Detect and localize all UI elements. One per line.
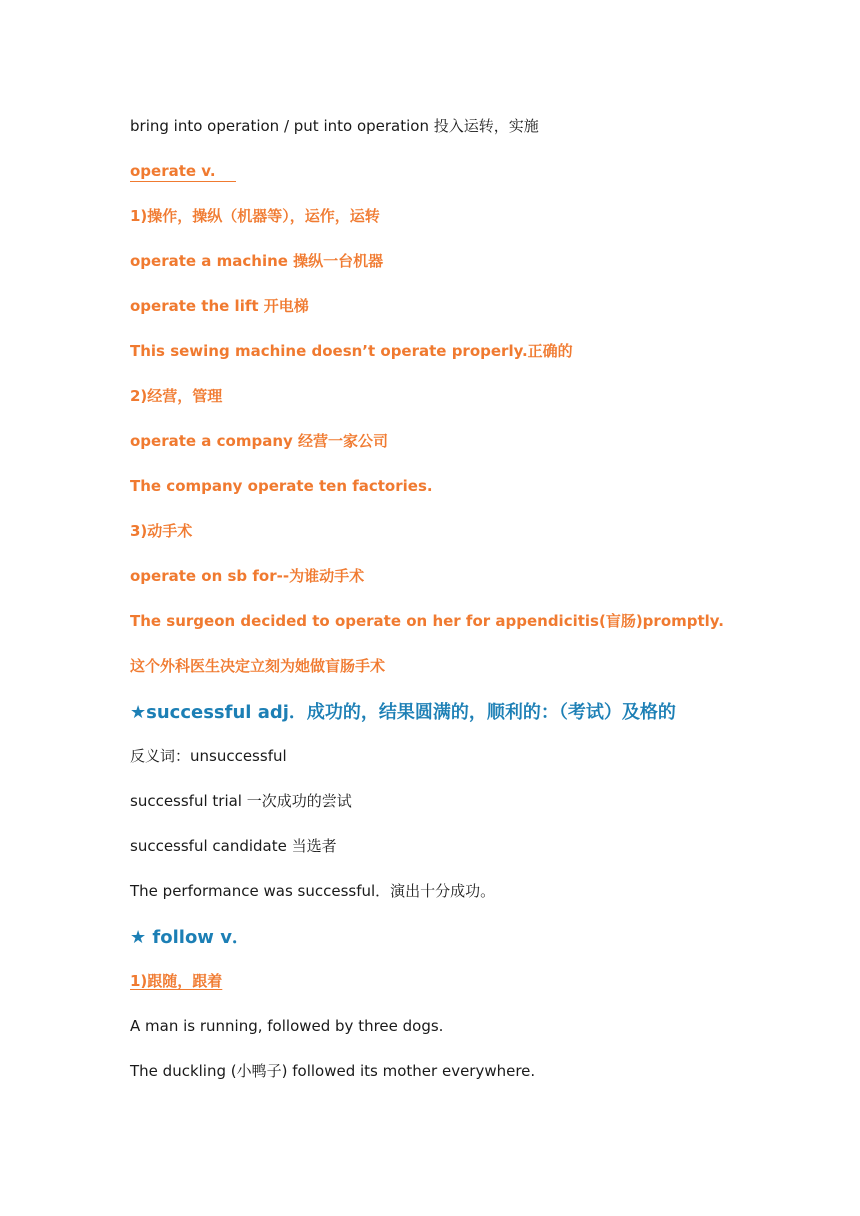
operate-example-company: operate a company 经营一家公司 [130, 432, 389, 450]
follow-example-duckling: The duckling (小鸭子) followed its mother everywhere. [130, 1062, 536, 1080]
entry-operate-word: operate v. [130, 162, 236, 182]
successful-example-candidate: successful candidate 当选者 [130, 837, 337, 855]
phrase-bring-into-operation: bring into operation / put into operation 投入运转，实施 [130, 117, 539, 135]
operate-example-surgeon: The surgeon decided to operate on her for appendicitis(盲肠)promptly. [130, 612, 724, 630]
operate-sense-3: 3)动手术 [130, 522, 193, 540]
operate-example-machine: operate a machine 操纵一台机器 [130, 252, 384, 270]
follow-sense-1: 1)跟随，跟着 [130, 972, 223, 990]
operate-example-factories: The company operate ten factories. [130, 477, 433, 495]
operate-phrase-operate-on: operate on sb for--为谁动手术 [130, 567, 365, 585]
operate-example-surgeon-translation: 这个外科医生决定立刻为她做盲肠手术 [130, 657, 386, 675]
operate-sense-1: 1)操作，操纵（机器等），运作，运转 [130, 207, 380, 225]
operate-example-lift: operate the lift 开电梯 [130, 297, 309, 315]
successful-example-performance: The performance was successful．演出十分成功。 [130, 882, 496, 900]
follow-example-man-running: A man is running, followed by three dogs. [130, 1017, 444, 1035]
entry-follow-heading: ★ follow v． [130, 927, 250, 948]
operate-sense-2: 2)经营，管理 [130, 387, 223, 405]
entry-successful-heading: ★successful adj．成功的，结果圆满的，顺利的：（考试）及格的 [130, 702, 676, 723]
successful-antonym: 反义词：unsuccessful [130, 747, 287, 765]
operate-example-sewing-machine: This sewing machine doesn’t operate properly.正确的 [130, 342, 573, 360]
entry-operate-heading [130, 162, 236, 182]
successful-example-trial: successful trial 一次成功的尝试 [130, 792, 352, 810]
